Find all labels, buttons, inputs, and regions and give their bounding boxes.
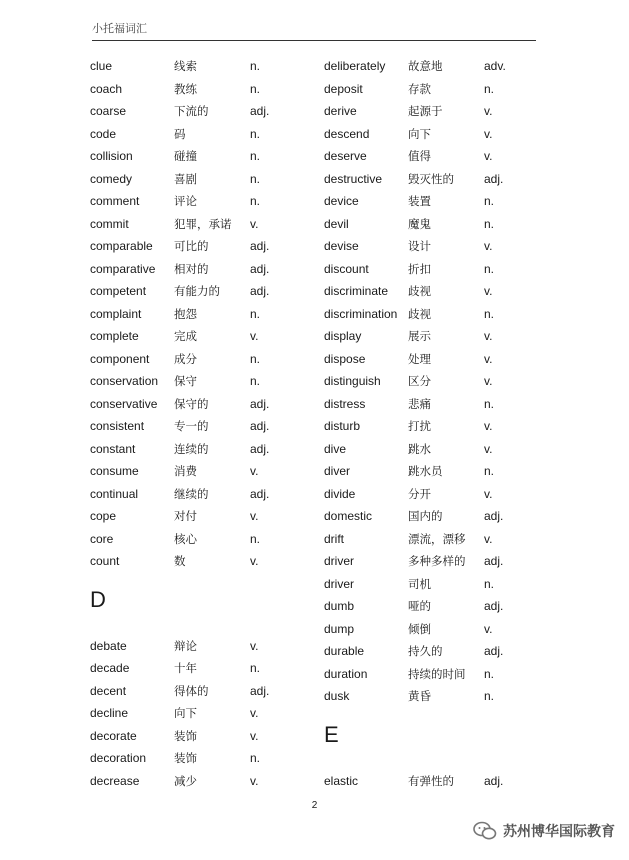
entry-meaning: 碰撞 (174, 149, 197, 163)
entry-word: debate (90, 638, 127, 653)
entry-word: decrease (90, 773, 140, 788)
entry-meaning: 折扣 (408, 261, 431, 276)
entry-pos: n. (484, 81, 495, 96)
entry-pos: v. (250, 509, 259, 523)
entry-pos: n. (484, 666, 495, 681)
entry-word: devise (324, 239, 359, 253)
entry-meaning: 完成 (174, 329, 197, 343)
entry-pos: adj. (250, 396, 270, 411)
entry-pos: n. (484, 576, 495, 591)
entry-meaning: 数 (174, 554, 186, 568)
entry-meaning: 倾倒 (408, 621, 431, 636)
entry-pos: adj. (250, 419, 270, 433)
vocab-entry (90, 350, 261, 373)
entry-pos: v. (484, 621, 493, 636)
entry-meaning: 毁灭性的 (408, 171, 454, 186)
entry-pos: n. (250, 374, 261, 388)
entry-pos: v. (250, 216, 259, 231)
entry-word: deserve (324, 149, 367, 163)
entry-meaning: 评论 (174, 194, 197, 208)
vocab-entry (90, 372, 261, 395)
vocab-entry (324, 260, 495, 283)
entry-pos: adv. (484, 59, 506, 73)
entry-pos: adj. (250, 486, 270, 501)
entry-pos: v. (250, 728, 259, 743)
entry-meaning: 犯罪，承诺 (174, 216, 232, 231)
vocab-entry (324, 192, 495, 215)
entry-pos: n. (250, 531, 261, 546)
entry-meaning: 喜剧 (174, 171, 197, 186)
entry-word: conservative (90, 396, 158, 411)
entry-meaning: 哑的 (408, 599, 431, 613)
vocab-entry (90, 215, 259, 238)
vocab-entry (90, 147, 261, 170)
vocab-entry (90, 305, 261, 328)
entry-meaning: 向下 (174, 706, 197, 720)
entry-word: driver (324, 576, 355, 591)
vocab-entry (324, 327, 493, 350)
entry-meaning: 码 (174, 126, 186, 141)
entry-meaning: 减少 (174, 773, 197, 788)
entry-word: drift (324, 531, 345, 546)
entry-word: conservation (90, 374, 159, 388)
vocab-entry (90, 704, 259, 727)
entry-meaning: 设计 (408, 239, 431, 253)
entry-word: constant (90, 441, 136, 456)
entry-pos: adj. (250, 104, 270, 118)
entry-pos: v. (250, 554, 259, 568)
vocab-entry (324, 305, 495, 328)
entry-word: decade (90, 661, 130, 675)
section-letter-d: D (90, 586, 106, 612)
vocab-entry (90, 327, 259, 350)
entries-e-list (324, 772, 504, 795)
entry-meaning: 线索 (174, 59, 197, 73)
entry-pos: v. (250, 638, 259, 653)
entry-pos: v. (484, 351, 493, 366)
entry-meaning: 可比的 (174, 239, 209, 253)
entry-word: decline (90, 706, 129, 720)
entry-word: continual (90, 486, 139, 501)
entry-pos: n. (484, 194, 495, 208)
entry-meaning: 向下 (408, 126, 431, 141)
entry-meaning: 跳水员 (408, 464, 443, 478)
entry-meaning: 得体的 (174, 683, 209, 698)
entry-pos: adj. (250, 261, 270, 276)
entry-meaning: 处理 (408, 351, 431, 366)
entry-meaning: 故意地 (408, 59, 443, 73)
vocab-entry (324, 530, 493, 553)
vocab-entry (324, 440, 493, 463)
entry-word: commit (90, 216, 129, 231)
entry-word: devil (324, 216, 349, 231)
entry-pos: v. (484, 531, 493, 546)
entry-meaning: 辩论 (174, 638, 197, 653)
vocab-entry (324, 282, 493, 305)
entry-pos: adj. (250, 683, 270, 698)
entry-pos: v. (484, 374, 493, 388)
left-column (90, 57, 270, 794)
entry-meaning: 司机 (408, 576, 431, 591)
entry-meaning: 展示 (408, 329, 431, 343)
vocab-entry (324, 575, 495, 598)
entry-word: cope (90, 509, 117, 523)
page-header (92, 20, 536, 41)
entry-word: clue (90, 59, 113, 73)
vocab-entry (324, 772, 504, 795)
entry-pos: n. (250, 306, 261, 321)
vocab-entry (324, 350, 493, 373)
entry-meaning: 魔鬼 (408, 216, 431, 231)
entry-pos: n. (484, 216, 495, 231)
vocab-entry (90, 772, 259, 795)
vocab-entry (324, 620, 493, 643)
entry-meaning: 国内的 (408, 509, 443, 523)
entry-word: driver (324, 554, 355, 568)
vocab-entry (324, 102, 493, 125)
entry-word: decorate (90, 728, 137, 743)
entry-pos: adj. (250, 441, 270, 456)
entry-pos: n. (250, 171, 261, 186)
vocab-entry (90, 417, 270, 440)
vocab-entry (90, 395, 270, 418)
vocab-entry (90, 170, 261, 193)
vocab-entry (90, 637, 259, 660)
vocab-entry (324, 485, 493, 508)
entry-word: distinguish (324, 374, 381, 388)
entry-pos: n. (250, 149, 261, 163)
entry-pos: adj. (484, 171, 504, 186)
entry-word: code (90, 126, 117, 141)
entry-meaning: 歧视 (408, 284, 431, 298)
entry-pos: v. (484, 486, 493, 501)
entry-pos: n. (250, 126, 261, 141)
vocab-entry (324, 170, 504, 193)
vocab-entry (324, 125, 493, 148)
entries-d-list-continued (324, 57, 506, 710)
entry-pos: adj. (250, 284, 270, 298)
page-number: 2 (311, 800, 318, 811)
entry-word: consistent (90, 419, 145, 433)
entry-word: device (324, 194, 359, 208)
entry-meaning: 悲痛 (408, 396, 431, 411)
entry-word: decent (90, 683, 127, 698)
entry-meaning: 多种多样的 (408, 554, 466, 568)
entry-pos: n. (250, 81, 261, 96)
entry-meaning: 有能力的 (174, 284, 220, 298)
entry-pos: n. (484, 396, 495, 411)
entry-meaning: 漂流，漂移 (408, 531, 466, 546)
entry-meaning: 持久的 (408, 644, 443, 658)
entry-pos: n. (250, 59, 261, 73)
vocab-entry (324, 687, 495, 710)
vocab-entry (324, 147, 493, 170)
entry-meaning: 消费 (174, 464, 197, 478)
vocab-entry (324, 80, 495, 103)
entry-word: diver (324, 464, 351, 478)
entry-word: count (90, 554, 120, 568)
vocab-entry (324, 395, 495, 418)
entry-meaning: 起源于 (408, 104, 443, 118)
entry-meaning: 对付 (174, 509, 197, 523)
entry-pos: v. (250, 329, 259, 343)
entry-meaning: 装饰 (174, 751, 197, 765)
entry-word: coarse (90, 104, 127, 118)
entry-pos: v. (484, 284, 493, 298)
entry-meaning: 成分 (174, 351, 197, 366)
entry-word: competent (90, 284, 147, 298)
header-title: 小托福词汇 (92, 22, 147, 35)
entry-meaning: 持续的时间 (408, 666, 466, 681)
entry-pos: adj. (484, 773, 504, 788)
entry-word: derive (324, 104, 357, 118)
entry-word: discount (324, 261, 369, 276)
vocab-entry (90, 260, 270, 283)
entry-pos: v. (484, 126, 493, 141)
entry-pos: adj. (484, 599, 504, 613)
entry-word: elastic (324, 773, 359, 788)
entry-meaning: 十年 (174, 661, 197, 675)
entry-word: duration (324, 666, 368, 681)
entry-word: descend (324, 126, 370, 141)
watermark (473, 820, 615, 842)
vocab-entry (90, 462, 259, 485)
entry-word: comparative (90, 261, 156, 276)
entry-pos: n. (250, 751, 261, 765)
section-letter-e: E (324, 721, 339, 747)
vocab-entry (324, 507, 504, 530)
entry-meaning: 保守 (174, 374, 197, 388)
entry-pos: v. (250, 706, 259, 720)
entry-pos: n. (250, 351, 261, 366)
entry-meaning: 核心 (174, 531, 197, 546)
vocab-entry (324, 57, 506, 80)
vocab-entry (90, 102, 270, 125)
entry-word: dispose (324, 351, 366, 366)
entry-word: domestic (324, 509, 373, 523)
entry-meaning: 存款 (408, 81, 431, 96)
entry-meaning: 保守的 (174, 396, 209, 411)
entry-pos: n. (484, 464, 495, 478)
entry-meaning: 值得 (408, 149, 431, 163)
vocab-entry (90, 237, 270, 260)
entry-word: discriminate (324, 284, 389, 298)
entry-pos: n. (484, 306, 495, 321)
entry-meaning: 下流的 (174, 104, 209, 118)
entry-pos: n. (484, 689, 495, 703)
vocab-entry (90, 440, 270, 463)
entry-pos: v. (484, 239, 493, 253)
entry-pos: adj. (484, 509, 504, 523)
entry-word: dusk (324, 689, 350, 703)
entry-word: core (90, 531, 114, 546)
entry-pos: v. (484, 329, 493, 343)
vocab-entry (324, 237, 493, 260)
entry-meaning: 歧视 (408, 306, 431, 321)
entry-meaning: 区分 (408, 374, 431, 388)
right-column (324, 57, 506, 794)
entry-pos: n. (250, 194, 261, 208)
entry-word: deposit (324, 81, 363, 96)
entry-word: deliberately (324, 59, 386, 73)
entry-word: durable (324, 644, 365, 658)
vocab-entry (324, 597, 504, 620)
entry-word: distress (324, 396, 366, 411)
entry-word: component (90, 351, 150, 366)
entry-word: coach (90, 81, 123, 96)
vocab-entry (324, 462, 495, 485)
entry-pos: v. (484, 441, 493, 456)
entry-word: disturb (324, 419, 361, 433)
entry-word: comment (90, 194, 140, 208)
entry-meaning: 装置 (408, 194, 431, 208)
vocab-entry (90, 80, 261, 103)
vocab-entry (324, 552, 504, 575)
entry-meaning: 抱怨 (174, 306, 197, 321)
entry-word: display (324, 329, 362, 343)
vocab-entry (90, 507, 259, 530)
vocab-entry (90, 530, 261, 553)
entry-word: divide (324, 486, 356, 501)
vocab-entry (90, 192, 261, 215)
entry-pos: v. (484, 104, 493, 118)
wechat-icon (473, 821, 497, 841)
entry-pos: adj. (484, 554, 504, 568)
vocab-entry (90, 125, 261, 148)
vocab-entry (324, 642, 504, 665)
entry-pos: adj. (484, 644, 504, 658)
entry-meaning: 相对的 (174, 261, 209, 276)
vocab-entry (324, 665, 495, 688)
entry-pos: adj. (250, 239, 270, 253)
entry-word: collision (90, 149, 133, 163)
entry-meaning: 打扰 (408, 419, 431, 433)
vocab-entry (90, 552, 259, 575)
vocab-entry (90, 659, 261, 682)
entries-c-list (90, 57, 270, 575)
entry-word: consume (90, 464, 139, 478)
entry-pos: v. (250, 464, 259, 478)
entries-d-list (90, 637, 270, 795)
entry-word: discrimination (324, 306, 398, 321)
watermark-text: 苏州博华国际教育 (503, 824, 615, 840)
entry-word: comparable (90, 239, 153, 253)
entry-pos: v. (484, 149, 493, 163)
entry-pos: v. (250, 773, 259, 788)
entry-word: decoration (90, 751, 147, 765)
entry-meaning: 继续的 (174, 486, 209, 501)
entry-meaning: 专一的 (174, 419, 209, 433)
entry-pos: n. (250, 661, 261, 675)
entry-meaning: 装饰 (174, 728, 197, 743)
entry-pos: n. (484, 261, 495, 276)
entry-word: dumb (324, 599, 355, 613)
vocab-entry (90, 727, 259, 750)
vocab-entry (324, 215, 495, 238)
entry-meaning: 分开 (408, 486, 431, 501)
entry-word: destructive (324, 171, 383, 186)
entry-word: comedy (90, 171, 133, 186)
vocab-entry (324, 372, 493, 395)
entry-word: dive (324, 441, 347, 456)
entry-word: complete (90, 329, 139, 343)
entry-word: dump (324, 621, 355, 636)
entry-meaning: 黄昏 (408, 689, 431, 703)
vocab-entry (90, 682, 270, 705)
vocab-entry (90, 749, 261, 772)
vocab-entry (90, 282, 270, 305)
entry-word: complaint (90, 306, 142, 321)
entry-meaning: 有弹性的 (408, 773, 454, 788)
entry-pos: v. (484, 419, 493, 433)
vocab-entry (324, 417, 493, 440)
entry-meaning: 教练 (174, 81, 197, 96)
vocab-entry (90, 485, 270, 508)
entry-meaning: 跳水 (408, 441, 431, 456)
vocab-entry (90, 57, 261, 80)
entry-meaning: 连续的 (174, 441, 209, 456)
